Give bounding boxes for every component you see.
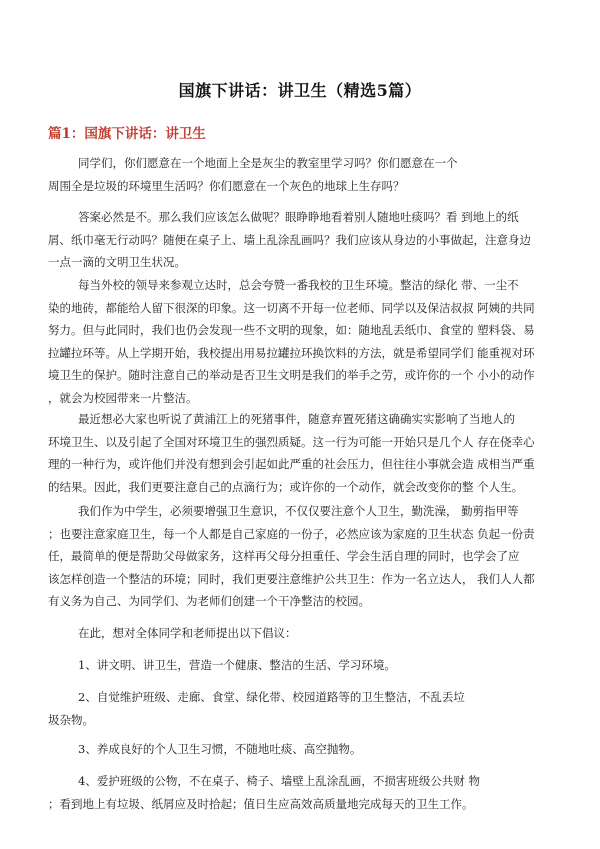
paragraph-line: 2、自觉维护班级、走廊、食堂、绿化带、校园道路等的卫生整洁，不乱丢垃 <box>78 690 465 704</box>
paragraph-line: 在此，想对全体同学和老师提出以下倡议： <box>78 626 297 640</box>
paragraph-line: 努力。但与此同时，我们也仍会发现一些不文明的现象，如：随地乱丢纸巾、食堂的 塑料袋、易 <box>48 323 535 337</box>
section-title: 篇1：国旗下讲话：讲卫生 <box>48 126 206 142</box>
paragraph-1 <box>48 152 560 197</box>
paragraph-line: 染的地砖，都能给人留下很深的印象。这一切离不开每一位老师、同学以及保洁叔叔 阿姨的共同 <box>48 300 535 315</box>
paragraph-6 <box>48 622 560 645</box>
paragraph-line: 有义务为自己、为同学们、为老师们创建一个干净整洁的校园。 <box>48 594 370 608</box>
paragraph-line: 该怎样创造一个整洁的环境；同时，我们更要注意维护公共卫生：作为一名立达人， 我们人人都 <box>48 571 535 586</box>
paragraph-line: 境卫生的保护。随时注意自己的举动是否卫生文明是我们的举手之劳，或许你的一个 小小的动作 <box>48 368 535 382</box>
paragraph-line: 圾杂物。 <box>48 712 94 727</box>
paragraph-line: 屑、纸巾毫无行动吗？随便在桌子上、墙上乱涂乱画吗？我们应该从身边的小事做起，注意身边 <box>48 232 531 247</box>
proposal-item-4 <box>48 770 560 815</box>
proposal-item-3 <box>48 738 560 761</box>
proposal-item-1 <box>48 654 560 677</box>
paragraph-line: 同学们，你们愿意在一个地面上全是灰尘的教室里学习吗？你们愿意在一个 <box>78 156 458 170</box>
paragraph-line: 拉罐拉环等。从上学期开始，我校提出用易拉罐拉环换饮料的方法，就是希望同学们 能重视对环 <box>48 345 535 360</box>
paragraph-line: 一点一滴的文明卫生状况。 <box>48 255 186 269</box>
paragraph-line: 答案必然是不。那么我们应该怎么做呢？眼睁睁地看着别人随地吐痰吗？看 到地上的纸 <box>78 210 519 224</box>
paragraph-line: 任，最简单的便是帮助父母做家务，这样再父母分担重任、学会生活自理的同时，也学会了应 <box>48 549 520 563</box>
paragraph-line: ；也要注意家庭卫生，每一个人都是自己家庭的一份子，必然应该为家庭的卫生状态 负起一份责 <box>48 526 535 541</box>
paragraph-line: 3、养成良好的个人卫生习惯，不随地吐痰、高空抛物。 <box>78 742 362 756</box>
paragraph-3 <box>48 274 560 409</box>
paragraph-line: 4、爱护班级的公物，不在桌子、椅子、墙壁上乱涂乱画，不损害班级公共财 物 <box>78 774 480 788</box>
paragraph-5 <box>48 500 560 613</box>
paragraph-4 <box>48 408 560 498</box>
paragraph-line: 周围全是垃圾的环境里生活吗？你们愿意在一个灰色的地球上生存吗？ <box>48 178 405 193</box>
paragraph-line: ，就会为校园带来一片整洁。 <box>48 390 198 405</box>
paragraph-line: ；看到地上有垃圾、纸屑应及时拾起；值日生应高效高质量地完成每天的卫生工作。 <box>48 796 474 811</box>
paragraph-line: 最近想必大家也听说了黄浦江上的死猪事件，随意弃置死猪这确确实实影响了当地人的 <box>78 412 515 426</box>
proposal-item-2 <box>48 686 560 731</box>
paragraph-line: 我们作为中学生，必须要增强卫生意识，不仅仅要注意个人卫生，勤洗澡， 勤剪指甲等 <box>78 504 519 518</box>
paragraph-line: 1、讲文明、讲卫生，营造一个健康、整洁的生活、学习环境。 <box>78 658 396 672</box>
paragraph-line: 环境卫生、以及引起了全国对环境卫生的强烈质疑。这一行为可能一开始只是几个人 存在侥幸心 <box>48 434 535 449</box>
document-title: 国旗下讲话：讲卫生（精选5篇） <box>178 81 422 100</box>
paragraph-line: 的结果。因此，我们更要注意自己的点滴行为；或许你的一个动作，就会改变你的整 个人生。 <box>48 479 524 494</box>
paragraph-line: 每当外校的领导来参观立达时，总会夸赞一番我校的卫生环境。整洁的绿化 带、一尘不 <box>78 278 519 292</box>
paragraph-2 <box>48 206 560 274</box>
paragraph-line: 理的一种行为，或许他们并没有想到会引起如此严重的社会压力，但往往小事就会造 成相当严重 <box>48 457 535 471</box>
